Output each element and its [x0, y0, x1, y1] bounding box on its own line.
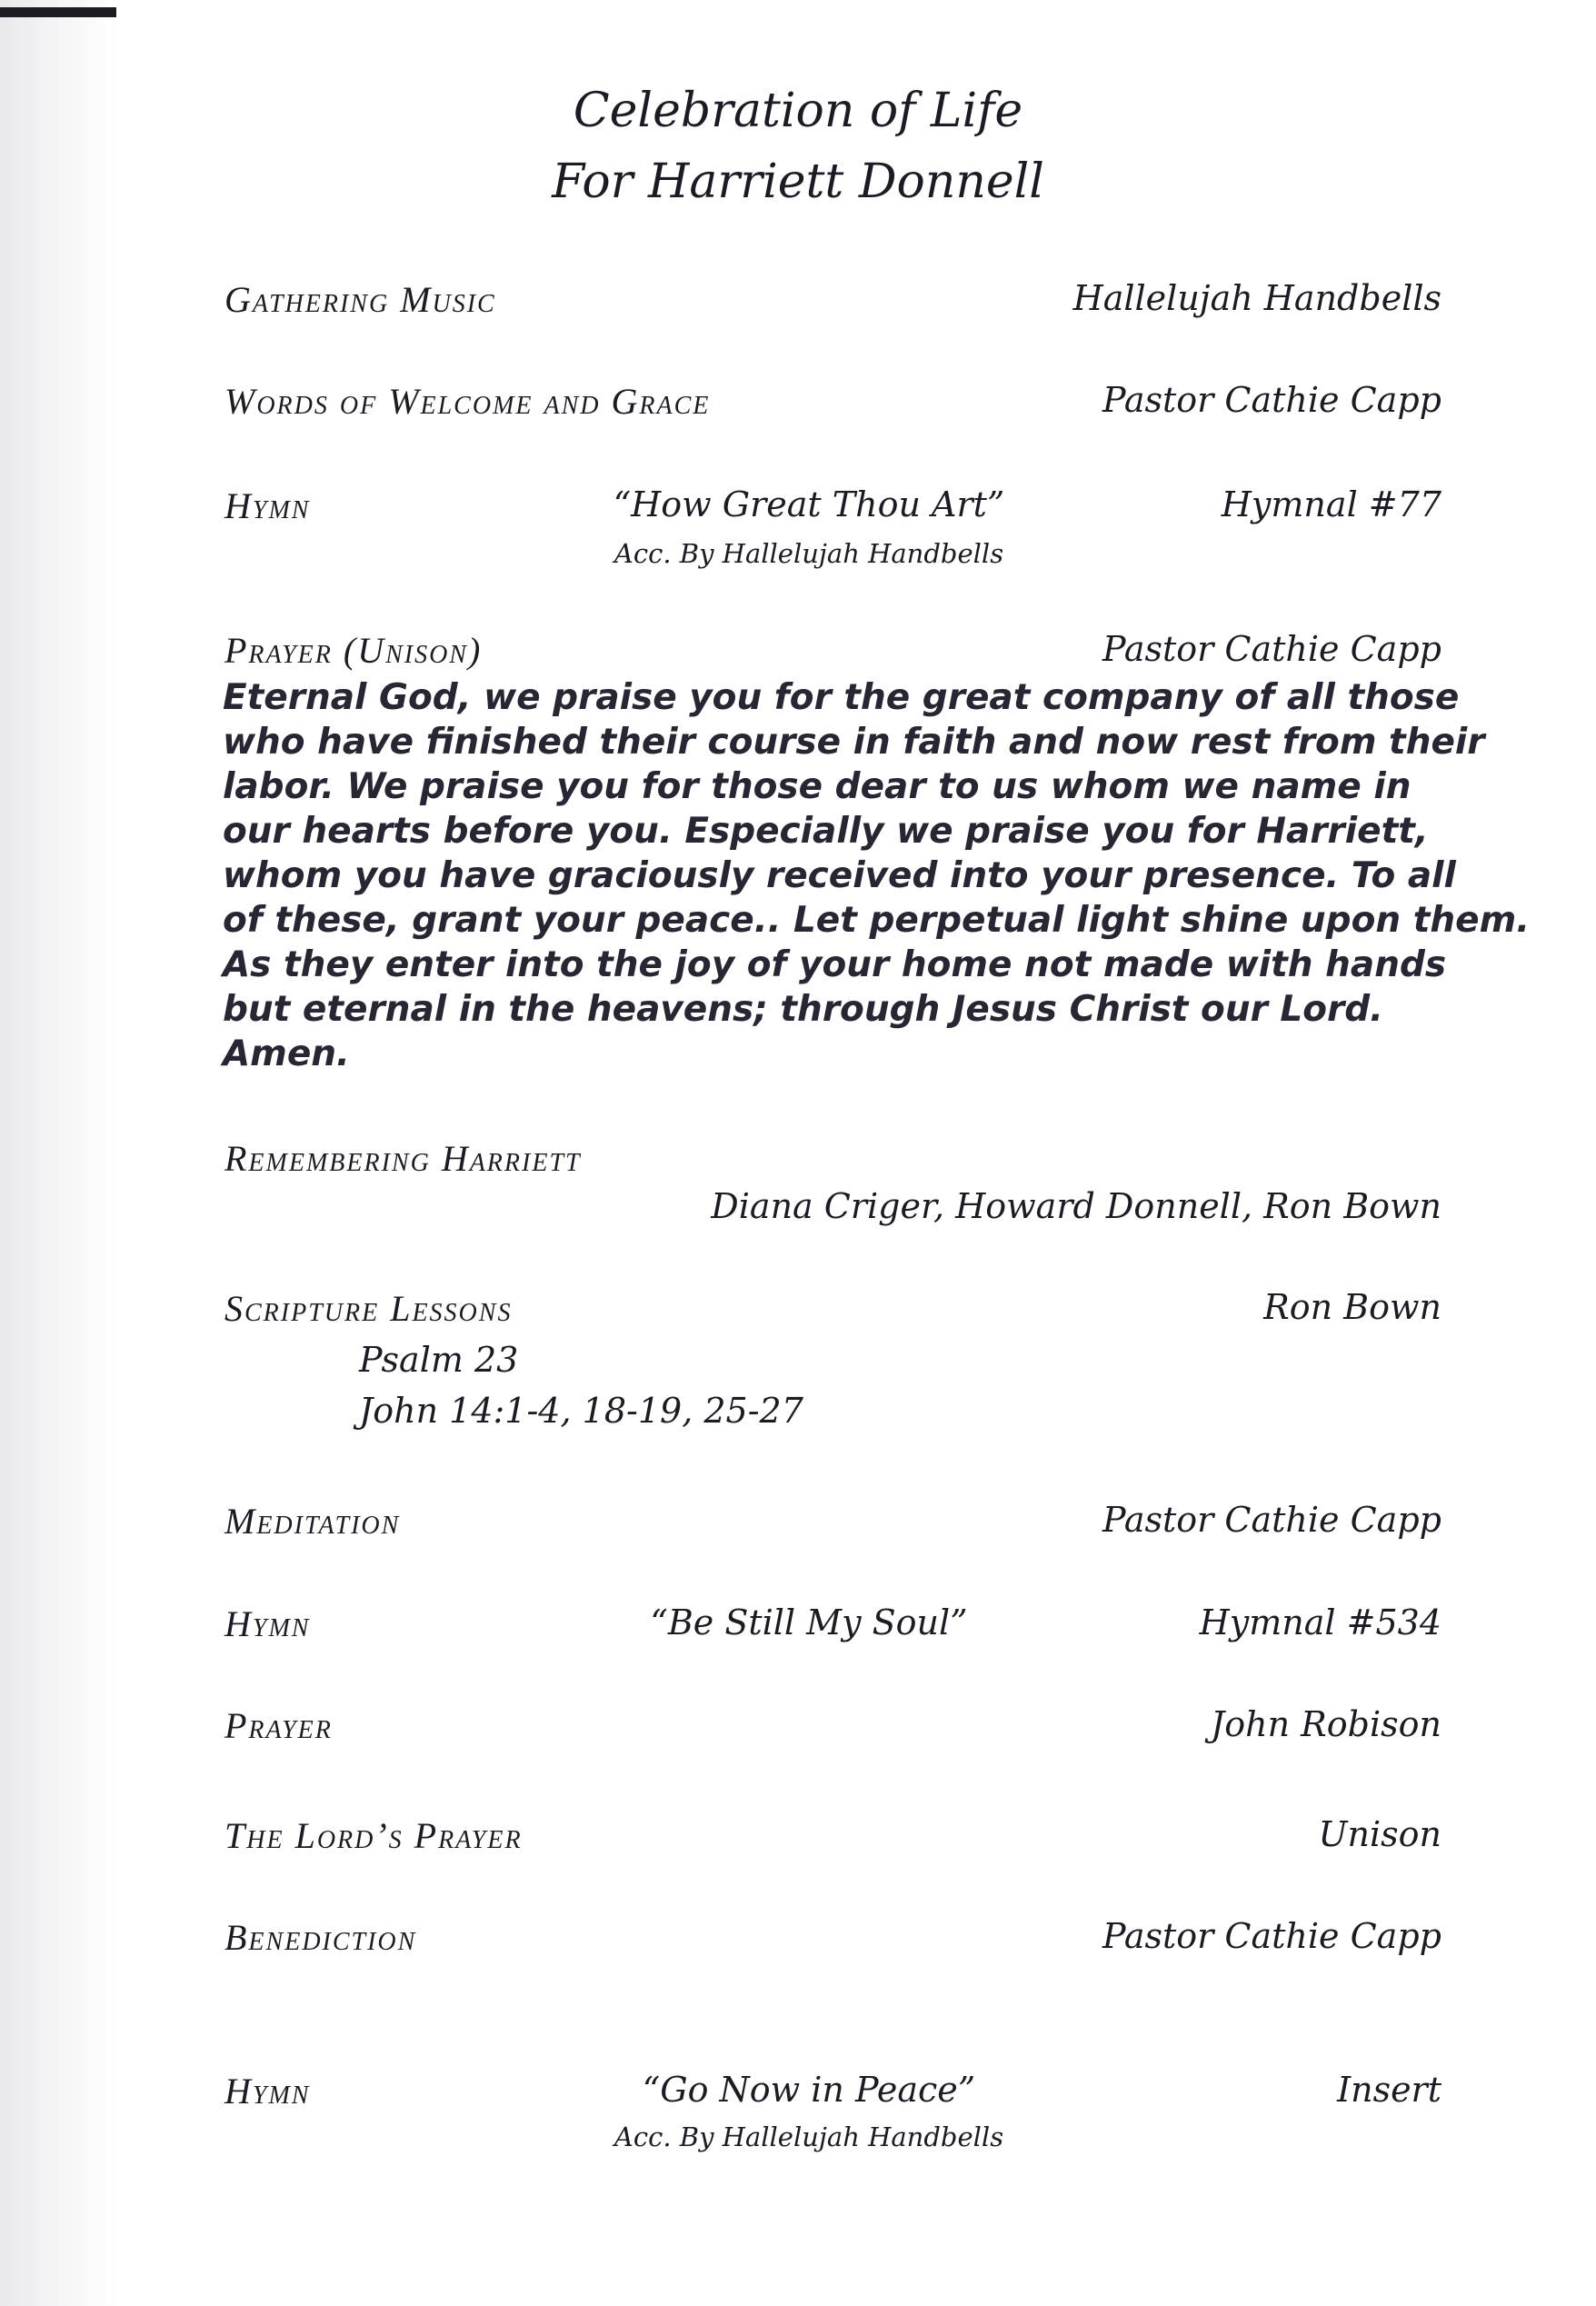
scripture-reading-2: John 14:1-4, 18-19, 25-27 — [359, 1391, 803, 1431]
welcome-leader: Pastor Cathie Capp — [1102, 380, 1441, 420]
prayer-label: Prayer — [224, 1705, 333, 1746]
unison-prayer-text — [223, 675, 1531, 1076]
hymn-1-accompaniment: Acc. By Hallelujah Handbells — [613, 538, 1004, 569]
lords-prayer-leader: Unison — [1318, 1814, 1441, 1854]
hymn-1-title: “How Great Thou Art” — [613, 484, 1005, 524]
hymn-2-number: Hymnal #534 — [1199, 1602, 1441, 1642]
remembering-speakers: Diana Criger, Howard Donnell, Ron Bown — [711, 1186, 1441, 1226]
title-line-1: Celebration of Life — [573, 84, 1023, 138]
prayer-line: Eternal God, we praise you for the great company of all those — [223, 677, 1460, 718]
prayer-line: of these, grant your peace.. Let perpetual light shine upon them. — [223, 900, 1531, 941]
meditation-leader: Pastor Cathie Capp — [1102, 1500, 1441, 1540]
gathering-music-label: Gathering Music — [224, 279, 496, 320]
meditation-label: Meditation — [224, 1501, 401, 1542]
prayer-line: who have finished their course in faith and now rest from their — [223, 722, 1485, 763]
hymn-2-label: Hymn — [224, 1603, 311, 1644]
hymn-1-number: Hymnal #77 — [1221, 484, 1441, 524]
scripture-reader: Ron Bown — [1263, 1287, 1441, 1327]
hymn-3-label: Hymn — [224, 2071, 311, 2111]
scripture-reading-1: Psalm 23 — [359, 1340, 519, 1380]
gathering-music-performer: Hallelujah Handbells — [1072, 278, 1441, 318]
title-line-2: For Harriett Donnell — [552, 155, 1044, 209]
prayer-unison-leader: Pastor Cathie Capp — [1102, 629, 1441, 669]
prayer-leader: John Robison — [1211, 1704, 1441, 1744]
welcome-label: Words of Welcome and Grace — [224, 381, 711, 422]
hymn-3-title: “Go Now in Peace” — [642, 2070, 976, 2110]
prayer-line: whom you have graciously received into your presence. To all — [223, 855, 1456, 896]
prayer-line: but eternal in the heavens; through Jesus Christ our Lord. — [223, 989, 1384, 1030]
hymn-1-label: Hymn — [224, 485, 311, 526]
lords-prayer-label: The Lord’s Prayer — [224, 1815, 523, 1856]
prayer-unison-label: Prayer (Unison) — [224, 630, 483, 671]
hymn-3-source: Insert — [1337, 2070, 1441, 2110]
hymn-3-accompaniment: Acc. By Hallelujah Handbells — [613, 2121, 1004, 2152]
benediction-leader: Pastor Cathie Capp — [1102, 1916, 1441, 1956]
scripture-label: Scripture Lessons — [224, 1288, 513, 1329]
prayer-line: Amen. — [223, 1033, 350, 1074]
prayer-line: As they enter into the joy of your home not made with hands — [223, 944, 1447, 985]
hymn-2-title: “Be Still My Soul” — [650, 1602, 968, 1642]
prayer-line: labor. We praise you for those dear to us whom we name in — [223, 766, 1411, 807]
prayer-line: our hearts before you. Especially we praise you for Harriett, — [223, 811, 1429, 852]
benediction-label: Benediction — [224, 1917, 417, 1958]
remembering-label: Remembering Harriett — [224, 1138, 582, 1179]
